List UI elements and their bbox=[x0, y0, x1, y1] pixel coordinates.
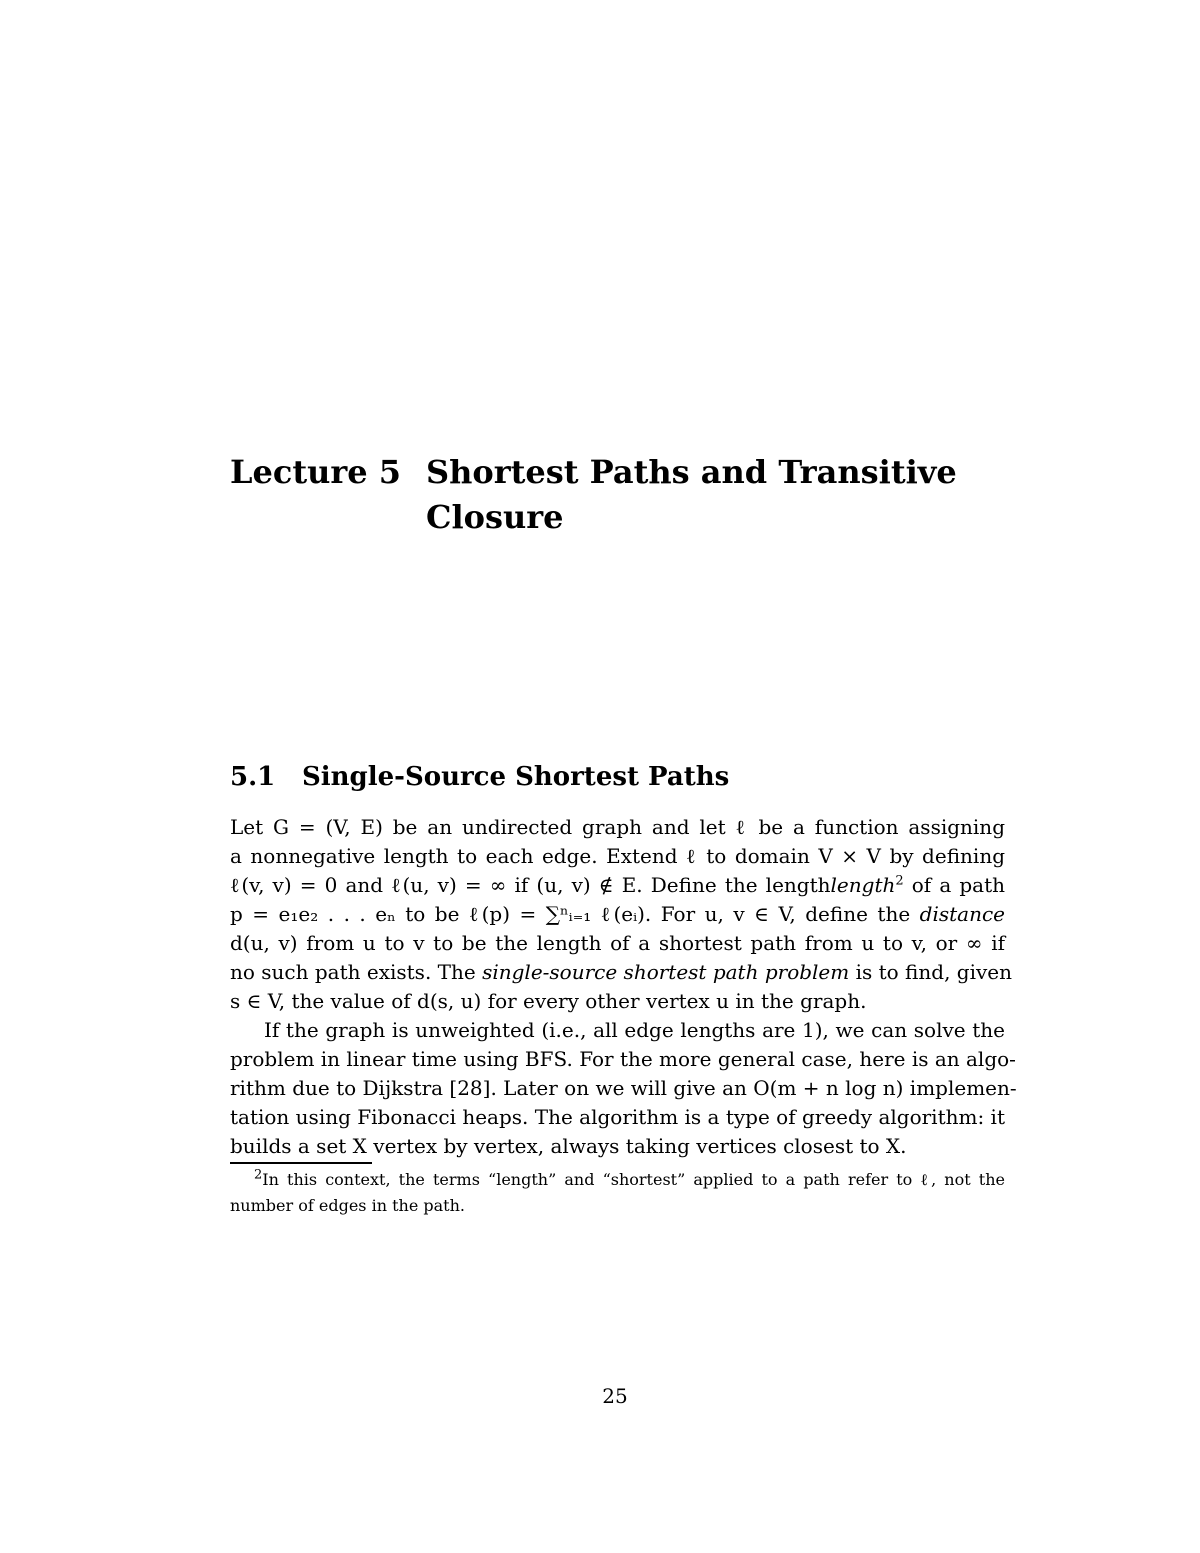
footnote-text: In this context, the terms “length” and “shortest” applied to a path refer to ℓ, not the bbox=[262, 1170, 1005, 1189]
text-fragment: ℓ(v, v) = 0 and ℓ(u, v) = ∞ if (u, v) ∉ E. Define the length bbox=[230, 873, 831, 897]
text-line: a nonnegative length to each edge. Extend ℓ to domain V × V by defining bbox=[230, 844, 1005, 868]
text-line: tation using Fibonacci heaps. The algorithm is a type of greedy algorithm: it bbox=[230, 1105, 1005, 1129]
emphasis-distance: distance bbox=[919, 902, 1005, 926]
section-title: Single-Source Shortest Paths bbox=[302, 762, 730, 792]
text-fragment: is to find, given bbox=[849, 960, 1013, 984]
emphasis-sssp: single-source shortest path problem bbox=[482, 960, 850, 984]
text-line: problem in linear time using BFS. For the more general case, here is an algo- bbox=[230, 1047, 1016, 1071]
footnote-marker: 2 bbox=[895, 873, 904, 889]
footnote-rule bbox=[230, 1162, 372, 1164]
chapter-label: Lecture 5 bbox=[230, 453, 402, 491]
text-line: s ∈ V, the value of d(s, u) for every other vertex u in the graph. bbox=[230, 989, 867, 1013]
footnote-line: number of edges in the path. bbox=[230, 1196, 465, 1215]
text-fragment: p = e₁e₂ . . . eₙ to be ℓ(p) = ∑ⁿᵢ₌₁ ℓ(eᵢ). For u, v ∈ V, define the bbox=[230, 902, 920, 926]
body-text bbox=[230, 813, 1017, 1161]
emphasis-length: length bbox=[830, 873, 896, 897]
text-line: If the graph is unweighted (i.e., all edge lengths are 1), we can solve the bbox=[264, 1018, 1005, 1042]
text-line: builds a set X vertex by vertex, always taking vertices closest to X. bbox=[230, 1134, 907, 1158]
chapter-title: Shortest Paths and Transitive Closure bbox=[426, 453, 957, 536]
text-fragment: of a path bbox=[903, 873, 1006, 897]
text-fragment: no such path exists. The bbox=[230, 960, 483, 984]
section-number: 5.1 bbox=[230, 762, 276, 792]
text-line bbox=[230, 871, 1005, 900]
page-number: 25 bbox=[602, 1384, 628, 1408]
footnote-line bbox=[230, 1167, 1005, 1193]
text-line: Let G = (V, E) be an undirected graph and let ℓ be a function assigning bbox=[230, 815, 1005, 839]
text-line: rithm due to Dijkstra [28]. Later on we will give an O(m + n log n) implemen- bbox=[230, 1076, 1017, 1100]
text-line bbox=[230, 958, 1013, 987]
footnote bbox=[230, 1167, 1005, 1219]
footnote-marker: 2 bbox=[254, 1167, 263, 1183]
text-line bbox=[230, 900, 1005, 929]
text-line: d(u, v) from u to v to be the length of a shortest path from u to v, or ∞ if bbox=[230, 931, 1005, 955]
